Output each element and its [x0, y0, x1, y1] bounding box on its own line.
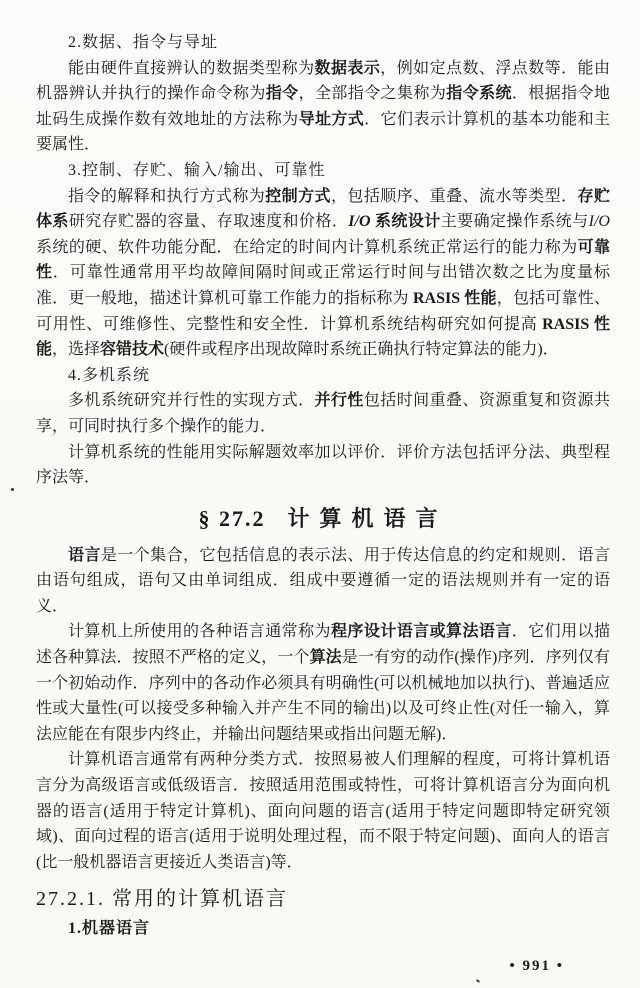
bold-term: 语言 [68, 546, 101, 564]
text-run: ，例如定点数、浮点数等．能由机器辨认并执行的操作命令称为 [36, 59, 610, 103]
section-title: 计算机语言 [287, 505, 448, 531]
text-run: 能由硬件直接辨认的数据类型称为 [68, 59, 315, 77]
text-run: 研究存贮器的容量、存取速度和价格． [68, 213, 349, 231]
bold-term: 导址方式 [298, 110, 365, 128]
paragraph-programming-languages-algorithms [36, 619, 610, 747]
page-content [36, 30, 610, 942]
bold-term: 存贮体系 [36, 187, 610, 231]
scan-artifact-dot [11, 488, 14, 491]
text-run: ，包括可靠性、可用性、可维修性、完整性和安全性．计算机系统结构研究如何提高 [36, 289, 610, 333]
text-run: ．可靠性通常用平均故障间隔时间或正常运行时间与出错次数之比为度量标准．更一般地，描述计算机可靠工作能力的指标称为 [36, 264, 610, 307]
bold-term: 并行性 [314, 392, 364, 410]
text-run: 计算机语言通常有两种分类方式．按照易被人们理解的程度，可将计算机语言分为高级语言或低级语言．按照适用范围或特性，可将计算机语言分为面向机器的语言(适用于特定计算机)、面向问题的语言(适用于特定问题即特定研究领域)、面向过程的语言(适用于说明处理过程，而不限于特定问题)、面向人的语言(比一般机器语言更接近人类语言)等． [36, 751, 610, 871]
item-heading-control-storage-io-reliability: 3.控制、存贮、输入/输出、可靠性 [68, 161, 326, 179]
paragraph-language-classification [36, 747, 610, 875]
text-run: 计算机上所使用的各种语言通常称为 [68, 623, 331, 641]
bold-term: 程序设计语言或算法语言 [330, 623, 512, 641]
bold-term: 控制方式 [265, 187, 331, 205]
paragraph-data-representation [36, 56, 610, 158]
page-number: • 991 • [509, 958, 564, 974]
text-run: 系统的硬、软件功能分配．在给定的时间内计算机系统正常运行的能力称为 [36, 238, 578, 256]
text-run: 主要确定操作系统与 [440, 213, 589, 231]
text-run: ．它们表示计算机的基本功能和主要属性． [36, 110, 610, 154]
bold-term: 算法 [309, 649, 342, 667]
text-run: ，包括顺序、重叠、流水等类型． [330, 187, 578, 205]
item-heading-multiprocessor-systems: 4.多机系统 [68, 366, 151, 384]
text-run: 是一个集合，它包括信息的表示法、用于传达信息的约定和规则．语言由语句组成，语句又由单词组成．组成中要遵循一定的语法规则并有一定的语义． [36, 546, 610, 615]
item-heading-machine-language: 1.机器语言 [68, 920, 151, 938]
bold-term: 指令 [265, 85, 299, 103]
item-heading-data-instructions-addressing: 2.数据、指令与导址 [68, 34, 219, 51]
paragraph-language-definition [36, 543, 610, 620]
bold-term: RASIS 性能 [36, 315, 610, 359]
bold-term: 系统设计 [370, 213, 441, 231]
text-run: (硬件或程序出现故障时系统正确执行特定算法的能力)． [164, 341, 559, 359]
section-number: § 27.2 [198, 505, 266, 531]
bold-italic-term: I/O [348, 213, 371, 231]
text-run: ，选择 [52, 341, 101, 359]
bold-term: RASIS 性能 [412, 289, 497, 307]
bold-term: 容错技术 [100, 341, 165, 359]
paragraph-control-reliability [36, 184, 610, 363]
bold-term: 数据表示 [314, 59, 381, 77]
section-heading-computer-languages [36, 504, 610, 534]
text-run: 多机系统研究并行性的实现方式． [68, 392, 315, 410]
scan-artifact-mark [476, 979, 480, 983]
paragraph-performance-evaluation [36, 440, 610, 491]
bold-term: 可靠性 [36, 238, 610, 282]
text-run: ，全部指令之集称为 [298, 85, 447, 103]
text-run: 计算机系统的性能用实际解题效率加以评价．评价方法包括评分法、典型程序法等． [36, 443, 610, 487]
text-run: 包括时间重叠、资源重复和资源共享，可同时执行多个操作的能力． [36, 392, 610, 435]
paragraph-parallelism [36, 388, 610, 439]
text-run: 指令的解释和执行方式称为 [68, 187, 266, 205]
text-run: ．它们用以描述各种算法．按照不严格的定义，一个 [36, 623, 610, 667]
italic-term: I/O [588, 213, 610, 231]
text-run: ．根据指令地址码生成操作数有效地址的方法称为 [36, 85, 610, 128]
bold-term: 指令系统 [446, 85, 512, 103]
text-run: 是一有穷的动作(操作)序列．序列仅有一个初始动作．序列中的各动作必须具有明确性(可以机械地加以执行)、普遍适应性或大量性(可以接受多种输入并产生不同的输出)以及可终止性(对任一输入，算法应能在有限步内终止，并输出问题结果或指出问题无解)． [36, 649, 610, 743]
subsection-heading-common-computer-languages: 27.2.1. 常用的计算机语言 [36, 888, 288, 911]
